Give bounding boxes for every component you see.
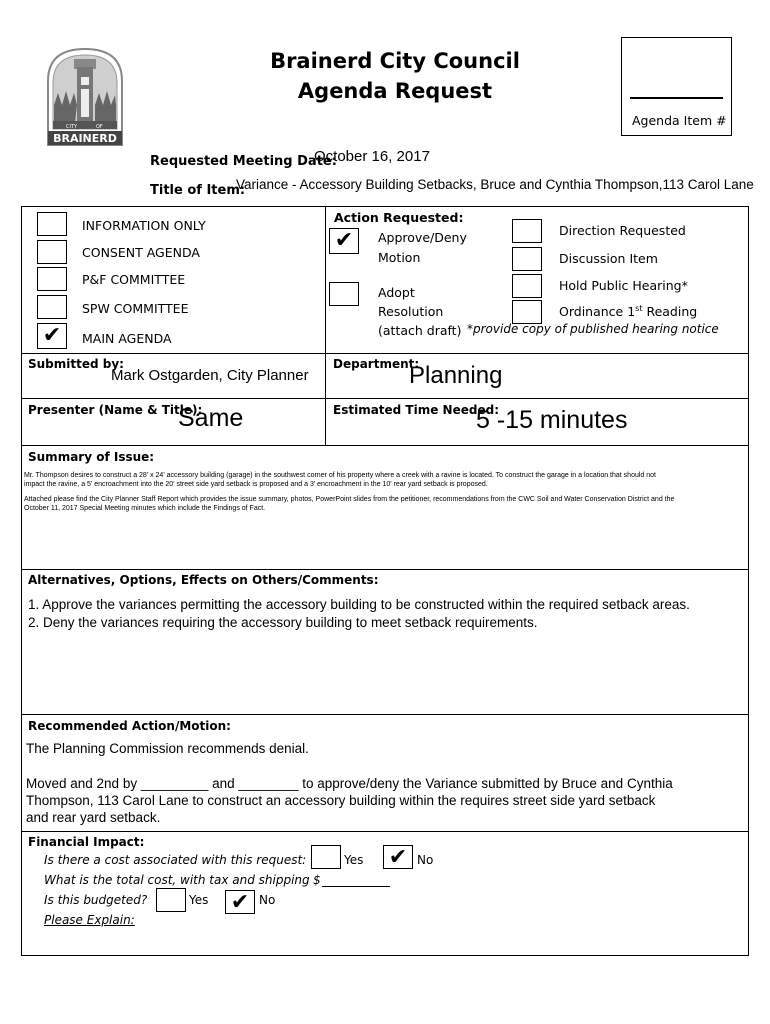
divider-h-6 <box>21 831 749 832</box>
checkbox-spw-committee[interactable] <box>37 295 67 319</box>
department-value[interactable]: Planning <box>409 362 503 389</box>
label-approve-deny: Approve/Deny <box>378 230 467 245</box>
recommended-heading: Recommended Action/Motion: <box>28 719 231 733</box>
checkbox-main-agenda[interactable] <box>37 323 67 349</box>
check-mark-icon: ✔ <box>230 889 250 914</box>
department-label: Department: <box>333 357 420 371</box>
checkbox-ordinance-reading[interactable] <box>512 300 542 324</box>
label-direction-requested: Direction Requested <box>559 223 686 238</box>
document-title <box>200 46 590 106</box>
recommended-line-4: and rear yard setback. <box>26 810 161 825</box>
recommended-line-2: Moved and 2nd by _________ and ________ to approve/deny the Variance submitted by Bruce and Cynthia <box>26 776 673 791</box>
checkbox-cost-no[interactable] <box>383 845 413 869</box>
checkbox-budgeted-no[interactable] <box>225 890 255 914</box>
checkbox-approve-deny[interactable] <box>329 228 359 254</box>
divider-vertical-2 <box>325 353 326 446</box>
checkbox-pf-committee[interactable] <box>37 267 67 291</box>
divider-h-1 <box>21 353 749 354</box>
meeting-date-value[interactable]: October 16, 2017 <box>314 148 430 165</box>
cost-question: Is there a cost associated with this request: <box>44 853 307 867</box>
summary-para2-line2: October 11, 2017 Special Meeting minutes which include the Findings of Fact. <box>24 505 266 512</box>
logo-of-text: OF <box>96 124 103 130</box>
checkbox-information-only[interactable] <box>37 212 67 236</box>
label-attach-draft: (attach draft) <box>378 323 462 338</box>
alternatives-text[interactable] <box>28 596 690 632</box>
financial-heading: Financial Impact: <box>28 835 145 849</box>
checkbox-adopt-resolution[interactable] <box>329 282 359 306</box>
check-mark-icon: ✔ <box>334 227 354 252</box>
estimated-time-value[interactable]: 5 -15 minutes <box>476 406 628 434</box>
total-cost-question: What is the total cost, with tax and shipping <box>44 873 310 887</box>
label-consent-agenda: CONSENT AGENDA <box>82 245 200 260</box>
divider-h-3 <box>21 445 749 446</box>
item-title-value[interactable]: Variance - Accessory Building Setbacks, Bruce and Cynthia Thompson,113 Carol Lane <box>236 177 754 192</box>
checkbox-discussion-item[interactable] <box>512 247 542 271</box>
summary-para2-line1: Attached please find the City Planner Staff Report which provides the issue summary, photos, PowerPoint slides from the petitioner, recommendations from the CWC Soil and Water Conservation District and the <box>24 496 675 503</box>
hearing-note: *provide copy of published hearing notice <box>467 322 719 336</box>
label-ordinance-reading <box>559 304 697 319</box>
summary-text[interactable] <box>24 471 746 513</box>
action-requested-heading: Action Requested: <box>334 210 464 225</box>
summary-para1-line2: impact the ravine, a 5' encroachment into the 20' street side yard setback is proposed and a 3' encroachment in the 10' rear yard setback is proposed. <box>24 481 488 488</box>
label-adopt: Adopt <box>378 285 415 300</box>
summary-heading: Summary of Issue: <box>28 450 155 464</box>
city-logo <box>44 45 126 149</box>
divider-h-5 <box>21 714 749 715</box>
submitted-by-label: Submitted by: <box>28 357 124 371</box>
label-information-only: INFORMATION ONLY <box>82 218 206 233</box>
ordinance-prefix: Ordinance 1 <box>559 304 636 320</box>
recommended-line-1: The Planning Commission recommends denial. <box>26 741 309 756</box>
checkbox-hold-public-hearing[interactable] <box>512 274 542 298</box>
label-budgeted-no: No <box>259 893 276 907</box>
label-hold-public-hearing: Hold Public Hearing* <box>559 278 688 293</box>
alternative-item-1: 1. Approve the variances permitting the accessory building to be constructed within the required setback areas. <box>28 597 690 612</box>
label-pf-committee: P&F COMMITTEE <box>82 272 186 287</box>
recommended-text[interactable] <box>26 740 673 826</box>
divider-h-2 <box>21 398 749 399</box>
total-cost-dollar: $ <box>313 873 321 887</box>
ordinance-sup: st <box>635 304 643 313</box>
alternative-item-2: 2. Deny the variances requiring the accessory building to meet setback requirements. <box>28 615 538 630</box>
label-discussion-item: Discussion Item <box>559 251 658 266</box>
label-main-agenda: MAIN AGENDA <box>82 331 172 346</box>
please-explain-label: Please Explain: <box>44 913 135 927</box>
meeting-date-label: Requested Meeting Date: <box>150 154 337 169</box>
label-resolution: Resolution <box>378 304 444 319</box>
total-cost-input-line[interactable] <box>322 886 390 887</box>
label-cost-no: No <box>417 853 434 867</box>
label-motion: Motion <box>378 250 421 265</box>
city-seal-icon <box>44 45 126 149</box>
checkbox-cost-yes[interactable] <box>311 845 341 869</box>
summary-para1-line1: Mr. Thompson desires to construct a 28' x 24' accessory building (garage) in the southwest corner of his property where a creek with a ravine is located. To construct the garage in a location that should not <box>24 472 656 479</box>
logo-brainerd-text: BRAINERD <box>53 132 117 145</box>
recommended-line-3: Thompson, 113 Carol Lane to construct an accessory building within the requires street side yard setback <box>26 793 656 808</box>
label-cost-yes: Yes <box>344 853 364 867</box>
check-mark-icon: ✔ <box>42 322 62 347</box>
alternatives-heading: Alternatives, Options, Effects on Others/Comments: <box>28 573 379 587</box>
divider-vertical-1 <box>325 206 326 354</box>
submitted-by-value[interactable]: Mark Ostgarden, City Planner <box>111 367 309 384</box>
label-budgeted-yes: Yes <box>189 893 209 907</box>
checkbox-consent-agenda[interactable] <box>37 240 67 264</box>
divider-h-4 <box>21 569 749 570</box>
label-spw-committee: SPW COMMITTEE <box>82 301 189 316</box>
checkbox-direction-requested[interactable] <box>512 219 542 243</box>
estimated-time-label: Estimated Time Needed: <box>333 403 499 417</box>
check-mark-icon: ✔ <box>388 844 408 869</box>
presenter-label: Presenter (Name & Title): <box>28 403 203 417</box>
budgeted-question: Is this budgeted? <box>44 893 148 907</box>
item-title-label: Title of Item: <box>150 183 246 198</box>
logo-city-text: CITY <box>66 124 78 130</box>
agenda-item-line <box>630 97 723 99</box>
title-line-2: Agenda Request <box>297 79 493 103</box>
ordinance-suffix: Reading <box>642 304 698 320</box>
agenda-item-label: Agenda Item # <box>632 113 727 128</box>
title-line-1: Brainerd City Council <box>270 49 520 73</box>
presenter-value[interactable]: Same <box>178 404 244 432</box>
checkbox-budgeted-yes[interactable] <box>156 888 186 912</box>
